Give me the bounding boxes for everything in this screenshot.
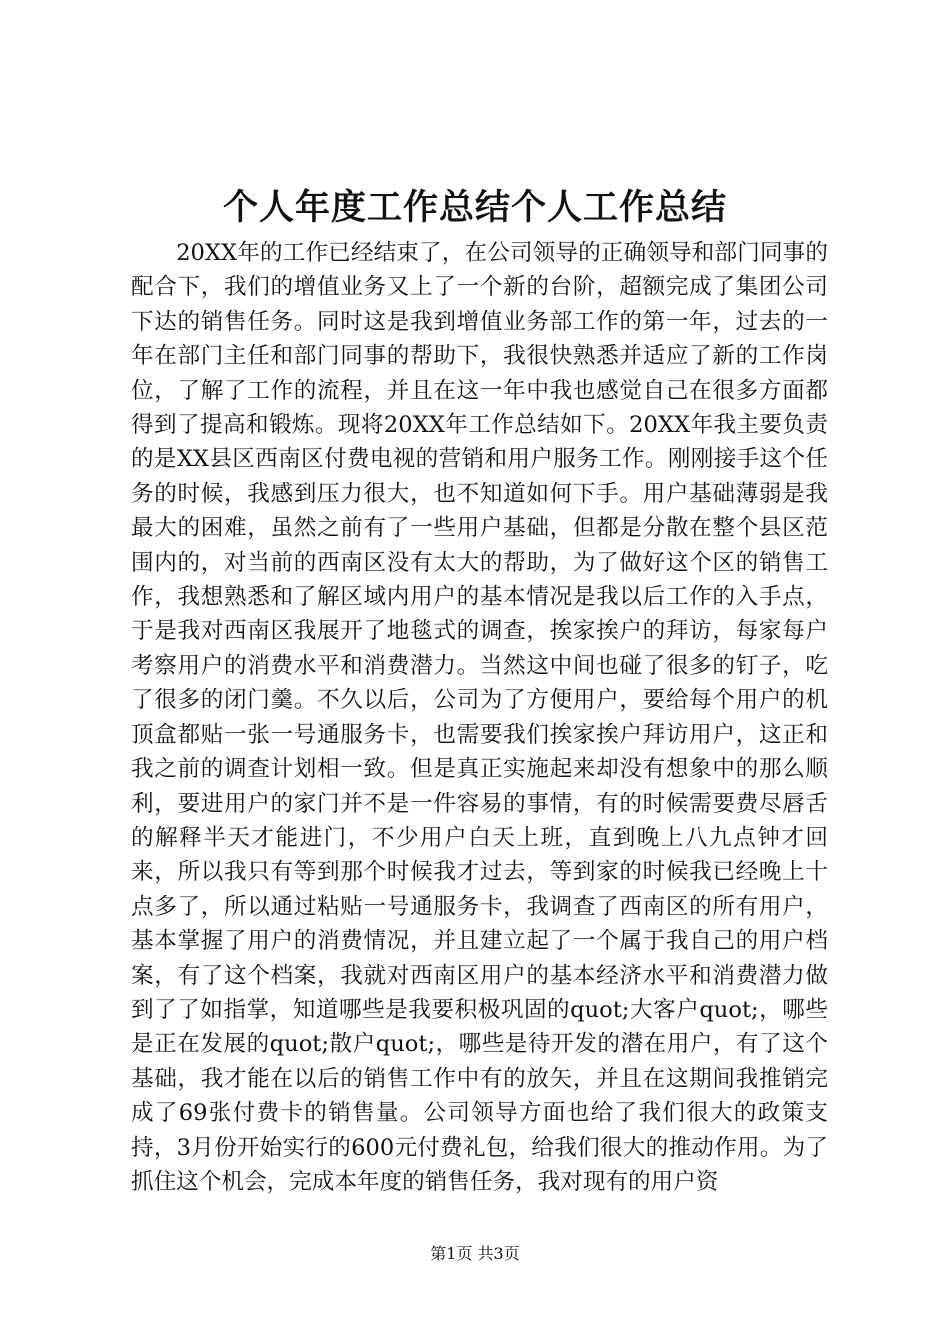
document-title: 个人年度工作总结个人工作总结 [222,187,727,228]
document-body-paragraph: 20XX年的工作已经结束了，在公司领导的正确领导和部门同事的配合下，我们的增值业务又上了一个新的台阶，超额完成了集团公司下达的销售任务。同时这是我到增值业务部工作的第一年，过去的一年在部门主任和部门同事的帮助下，我很快熟悉并适应了新的工作岗位，了解了工作的流程，并且在这一年中我也感觉自己在很多方面都得到了提高和锻炼。现将20XX年工作总结如下。20XX年我主要负责的是XX县区西南区付费电视的营销和用户服务工作。刚刚接手这个任务的时候，我感到压力很大，也不知道如何下手。用户基础薄弱是我最大的困难，虽然之前有了一些用户基础，但都是分散在整个县区范围内的，对当前的西南区没有太大的帮助，为了做好这个区的销售工作，我想熟悉和了解区域内用户的基本情况是我以后工作的入手点，于是我对西南区我展开了地毯式的调查，挨家挨户的拜访，每家每户考察用户的消费水平和消费潜力。当然这中间也碰了很多的钉子，吃了很多的闭门羹。不久以后，公司为了方便用户，要给每个用户的机顶盒都贴一张一号通服务卡，也需要我们挨家挨户拜访用户，这正和我之前的调查计划相一致。但是真正实施起来却没有想象中的那么顺利，要进用户的家门并不是一件容易的事情，有的时候需要费尽唇舌的解释半天才能进门，不少用户白天上班，直到晚上八九点钟才回来，所以我只有等到那个时候我才过去，等到家的时候我已经晚上十点多了，所以通过粘贴一号通服务卡，我调查了西南区的所有用户，基本掌握了用户的消费情况，并且建立起了一个属于我自己的用户档案，有了这个档案，我就对西南区用户的基本经济水平和消费潜力做到了了如指掌，知道哪些是我要积极巩固的quot;大客户quot;，哪些是正在发展的quot;散户quot;，哪些是待开发的潜在用户，有了这个基础，我才能在以后的销售工作中有的放矢，并且在这期间我推销完成了69张付费卡的销售量。公司领导方面也给了我们很大的政策支持，3月份开始实行的600元付费礼包，给我们很大的推动作用。为了抓住这个机会，完成本年度的销售任务，我对现有的用户资 [131,240,828,1195]
page-footer: 第1页 共3页 [430,1244,520,1263]
